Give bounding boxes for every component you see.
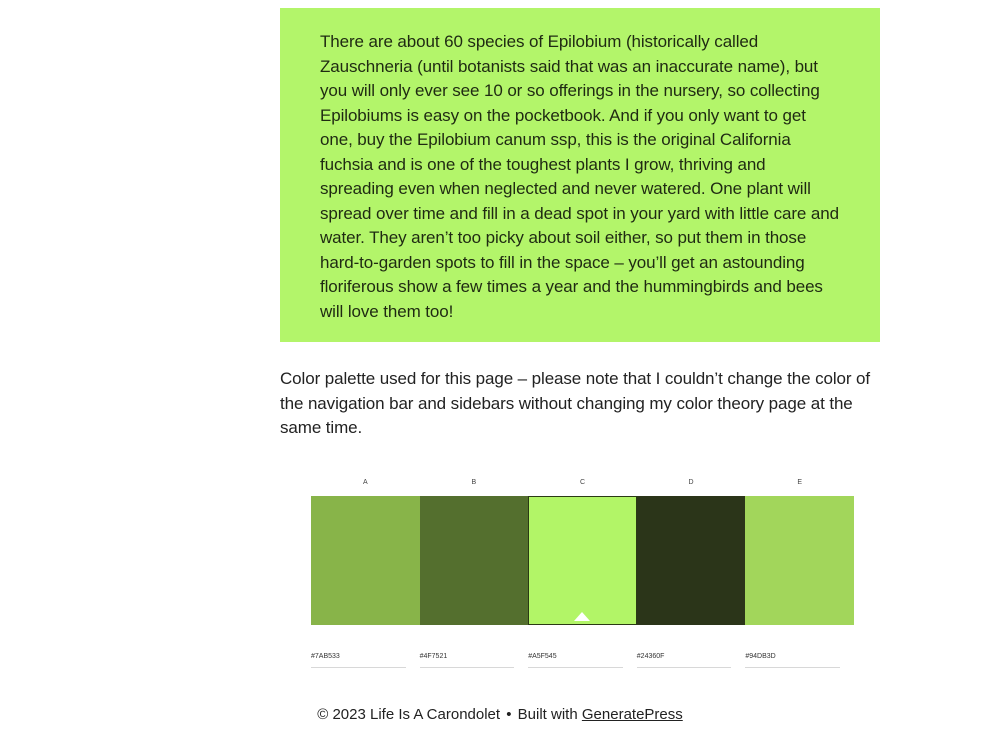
hex-cell-c [528,652,637,672]
hex-cell-a [311,652,420,672]
swatch-b[interactable] [420,496,529,625]
hex-codes-row [311,652,854,672]
hex-cell-d [637,652,746,672]
swatch-a[interactable] [311,496,420,625]
hex-code-c: #A5F545 [528,652,623,668]
swatch-d[interactable] [637,496,746,625]
footer-built-with: Built with [517,706,578,723]
swatches-row [311,496,854,625]
highlight-box [280,8,880,342]
hex-cell-b [420,652,529,672]
swatch-letter-b: B [471,479,477,486]
color-palette [311,476,854,676]
hex-code-b: #4F7521 [420,652,515,668]
site-footer [0,704,1000,726]
selected-triangle-icon [574,612,590,621]
palette-note: Color palette used for this page – please note that I couldn’t change the color of the navigation bar and sidebars without changing my color theory page at the same time. [280,369,871,437]
swatch-letter-d: D [688,479,694,486]
hex-code-a: #7AB533 [311,652,406,668]
generatepress-link[interactable]: GeneratePress [581,706,683,723]
swatch-e[interactable] [745,496,854,625]
hex-cell-e [745,652,854,672]
swatch-letter-c: C [579,479,586,486]
swatch-letter-e: E [797,479,802,486]
hex-code-d: #24360F [637,652,732,668]
highlight-paragraph: There are about 60 species of Epilobium (historically called Zauschneria (until botanists said that was an inaccurate name), but you will only ever see 10 or so offerings in the nursery, so collecting Epilobiums is easy on the pocketbook. And if you only want to get one, buy the Epilobium canum ssp, this is the original California fuchsia and is one of the toughest plants I grow, thriving and spreading even when neglected and never watered. One plant will spread over time and fill in a dead spot in your yard with little care and water. They aren’t too picky about soil either, so put them in those hard-to-garden spots to fill in the space – you’ll get an astounding floriferous show a few times a year and the hummingbirds and bees will love them too! [320,32,839,321]
hex-code-e: #94DB3D [745,652,840,668]
swatch-c[interactable] [528,496,637,625]
footer-separator: • [506,706,512,723]
swatch-letter-a: A [362,479,368,486]
footer-copyright: © 2023 Life Is A Carondolet [317,706,501,723]
swatch-letters-row [311,476,854,490]
